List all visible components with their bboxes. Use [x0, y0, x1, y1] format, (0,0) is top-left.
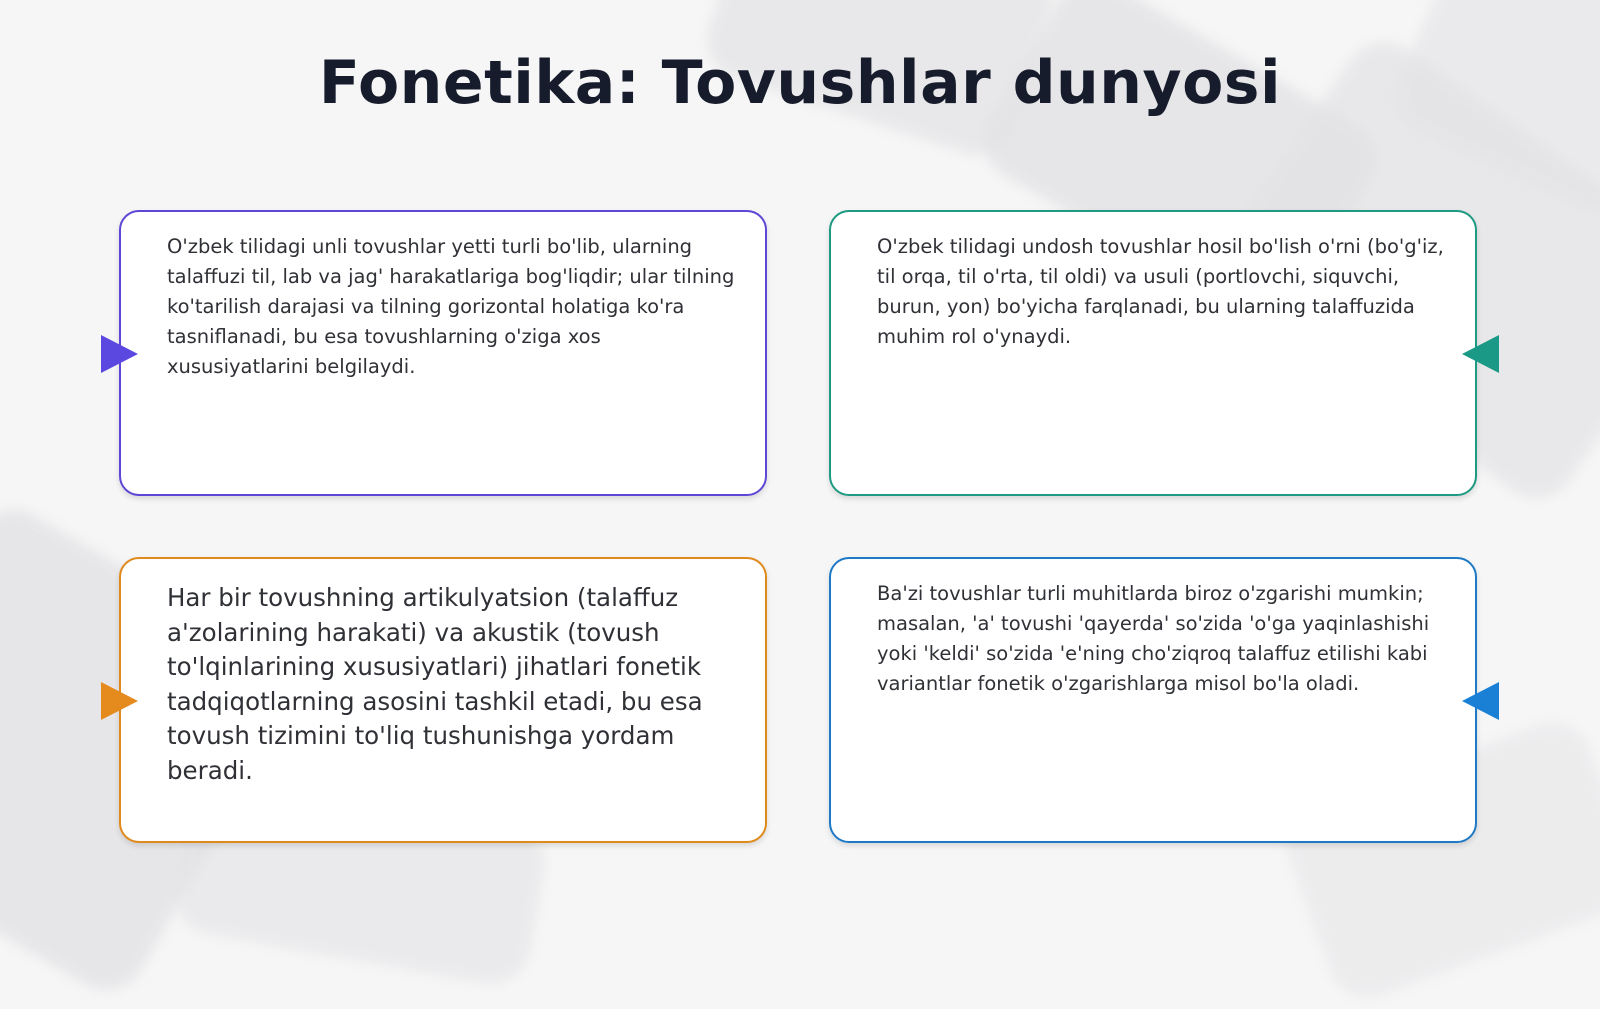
triangle-left-icon [1462, 682, 1499, 720]
card-text: O'zbek tilidagi unli tovushlar yetti turli bo'lib, ularning talaffuzi til, lab va jag' harakatlariga bog'liqdir; ular tilning ko'tarilish darajasi va tilning gorizontal holatiga ko'ra tasniflanadi, bu esa tovushlarning o'ziga xos xususiyatlarini belgilaydi. [167, 235, 735, 378]
card-text: Ba'zi tovushlar turli muhitlarda biroz o'zgarishi mumkin; masalan, 'a' tovushi 'qayerda' so'zida 'o'ga yaqinlashishi yoki 'keldi' so'zida 'e'ning cho'ziqroq talaffuz etilishi kabi variantlar fonetik o'zgarishlarga misol bo'la oladi. [877, 582, 1430, 695]
info-card-variants [829, 557, 1477, 843]
info-card-articulation [119, 557, 767, 843]
triangle-left-icon [1462, 335, 1499, 373]
info-card-vowels [119, 210, 767, 496]
page-title: Fonetika: Tovushlar dunyosi [318, 48, 1282, 118]
info-card-consonants [829, 210, 1477, 496]
triangle-right-icon [101, 335, 138, 373]
card-text: O'zbek tilidagi undosh tovushlar hosil bo'lish o'rni (bo'g'iz, til orqa, til o'rta, til oldi) va usuli (portlovchi, siquvchi, burun, yon) bo'yicha farqlanadi, bu ularning talaffuzida muhim rol o'ynaydi. [877, 235, 1444, 348]
card-text: Har bir tovushning artikulyatsion (talaffuz a'zolarining harakati) va akustik (tovush to'lqinlarining xususiyatlari) jihatlari fonetik tadqiqotlarning asosini tashkil etadi, bu esa tovush tizimini to'liq tushunishga yordam beradi. [167, 583, 703, 785]
triangle-right-icon [101, 682, 138, 720]
